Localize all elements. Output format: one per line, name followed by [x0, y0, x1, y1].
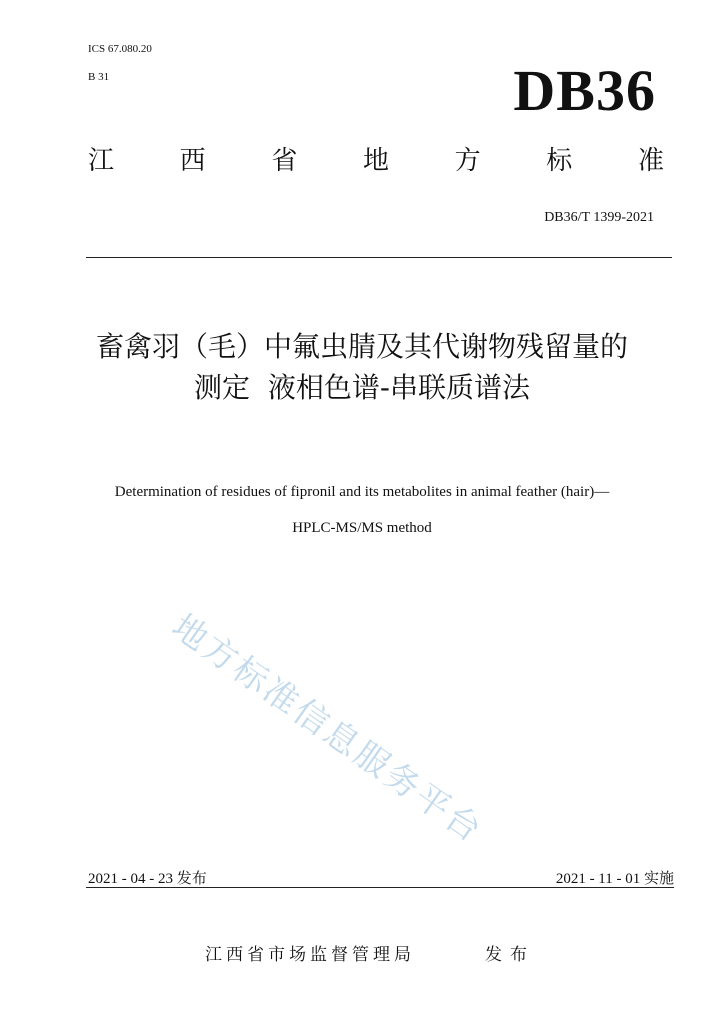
issuing-authority: 江西省市场监督管理局	[205, 945, 415, 965]
chinese-title-line-1: 畜禽羽（毛）中氟虫腈及其代谢物残留量的	[95, 330, 628, 363]
watermark: 地方标准信息服务平台	[164, 606, 491, 852]
english-title-line-2: HPLC-MS/MS method	[292, 520, 432, 536]
standard-logo: DB36	[513, 58, 656, 123]
standard-type-char: 准	[637, 146, 664, 176]
ics-code: ICS 67.080.20	[88, 43, 152, 55]
standard-type-char: 方	[454, 146, 481, 176]
top-divider	[86, 257, 672, 258]
issue-label: 发布	[485, 945, 535, 965]
issue-date: 2021 - 04 - 23 发布	[88, 871, 207, 887]
chinese-title	[0, 326, 724, 408]
ccs-code: B 31	[88, 71, 110, 83]
standard-type-char: 江	[88, 146, 115, 176]
standard-type	[88, 140, 664, 177]
chinese-title-line-2: 测定 液相色谱-串联质谱法	[194, 371, 530, 404]
standard-type-char: 省	[271, 146, 298, 176]
bottom-divider	[86, 887, 674, 888]
english-title-line-1: Determination of residues of fipronil and its metabolites in animal feather (hair)—	[114, 484, 610, 500]
standard-type-char: 地	[362, 146, 389, 176]
implementation-date: 2021 - 11 - 01 实施	[555, 871, 674, 887]
standard-number: DB36/T 1399-2021	[544, 210, 654, 225]
standard-type-char: 西	[179, 146, 206, 176]
standard-type-char: 标	[546, 146, 573, 176]
